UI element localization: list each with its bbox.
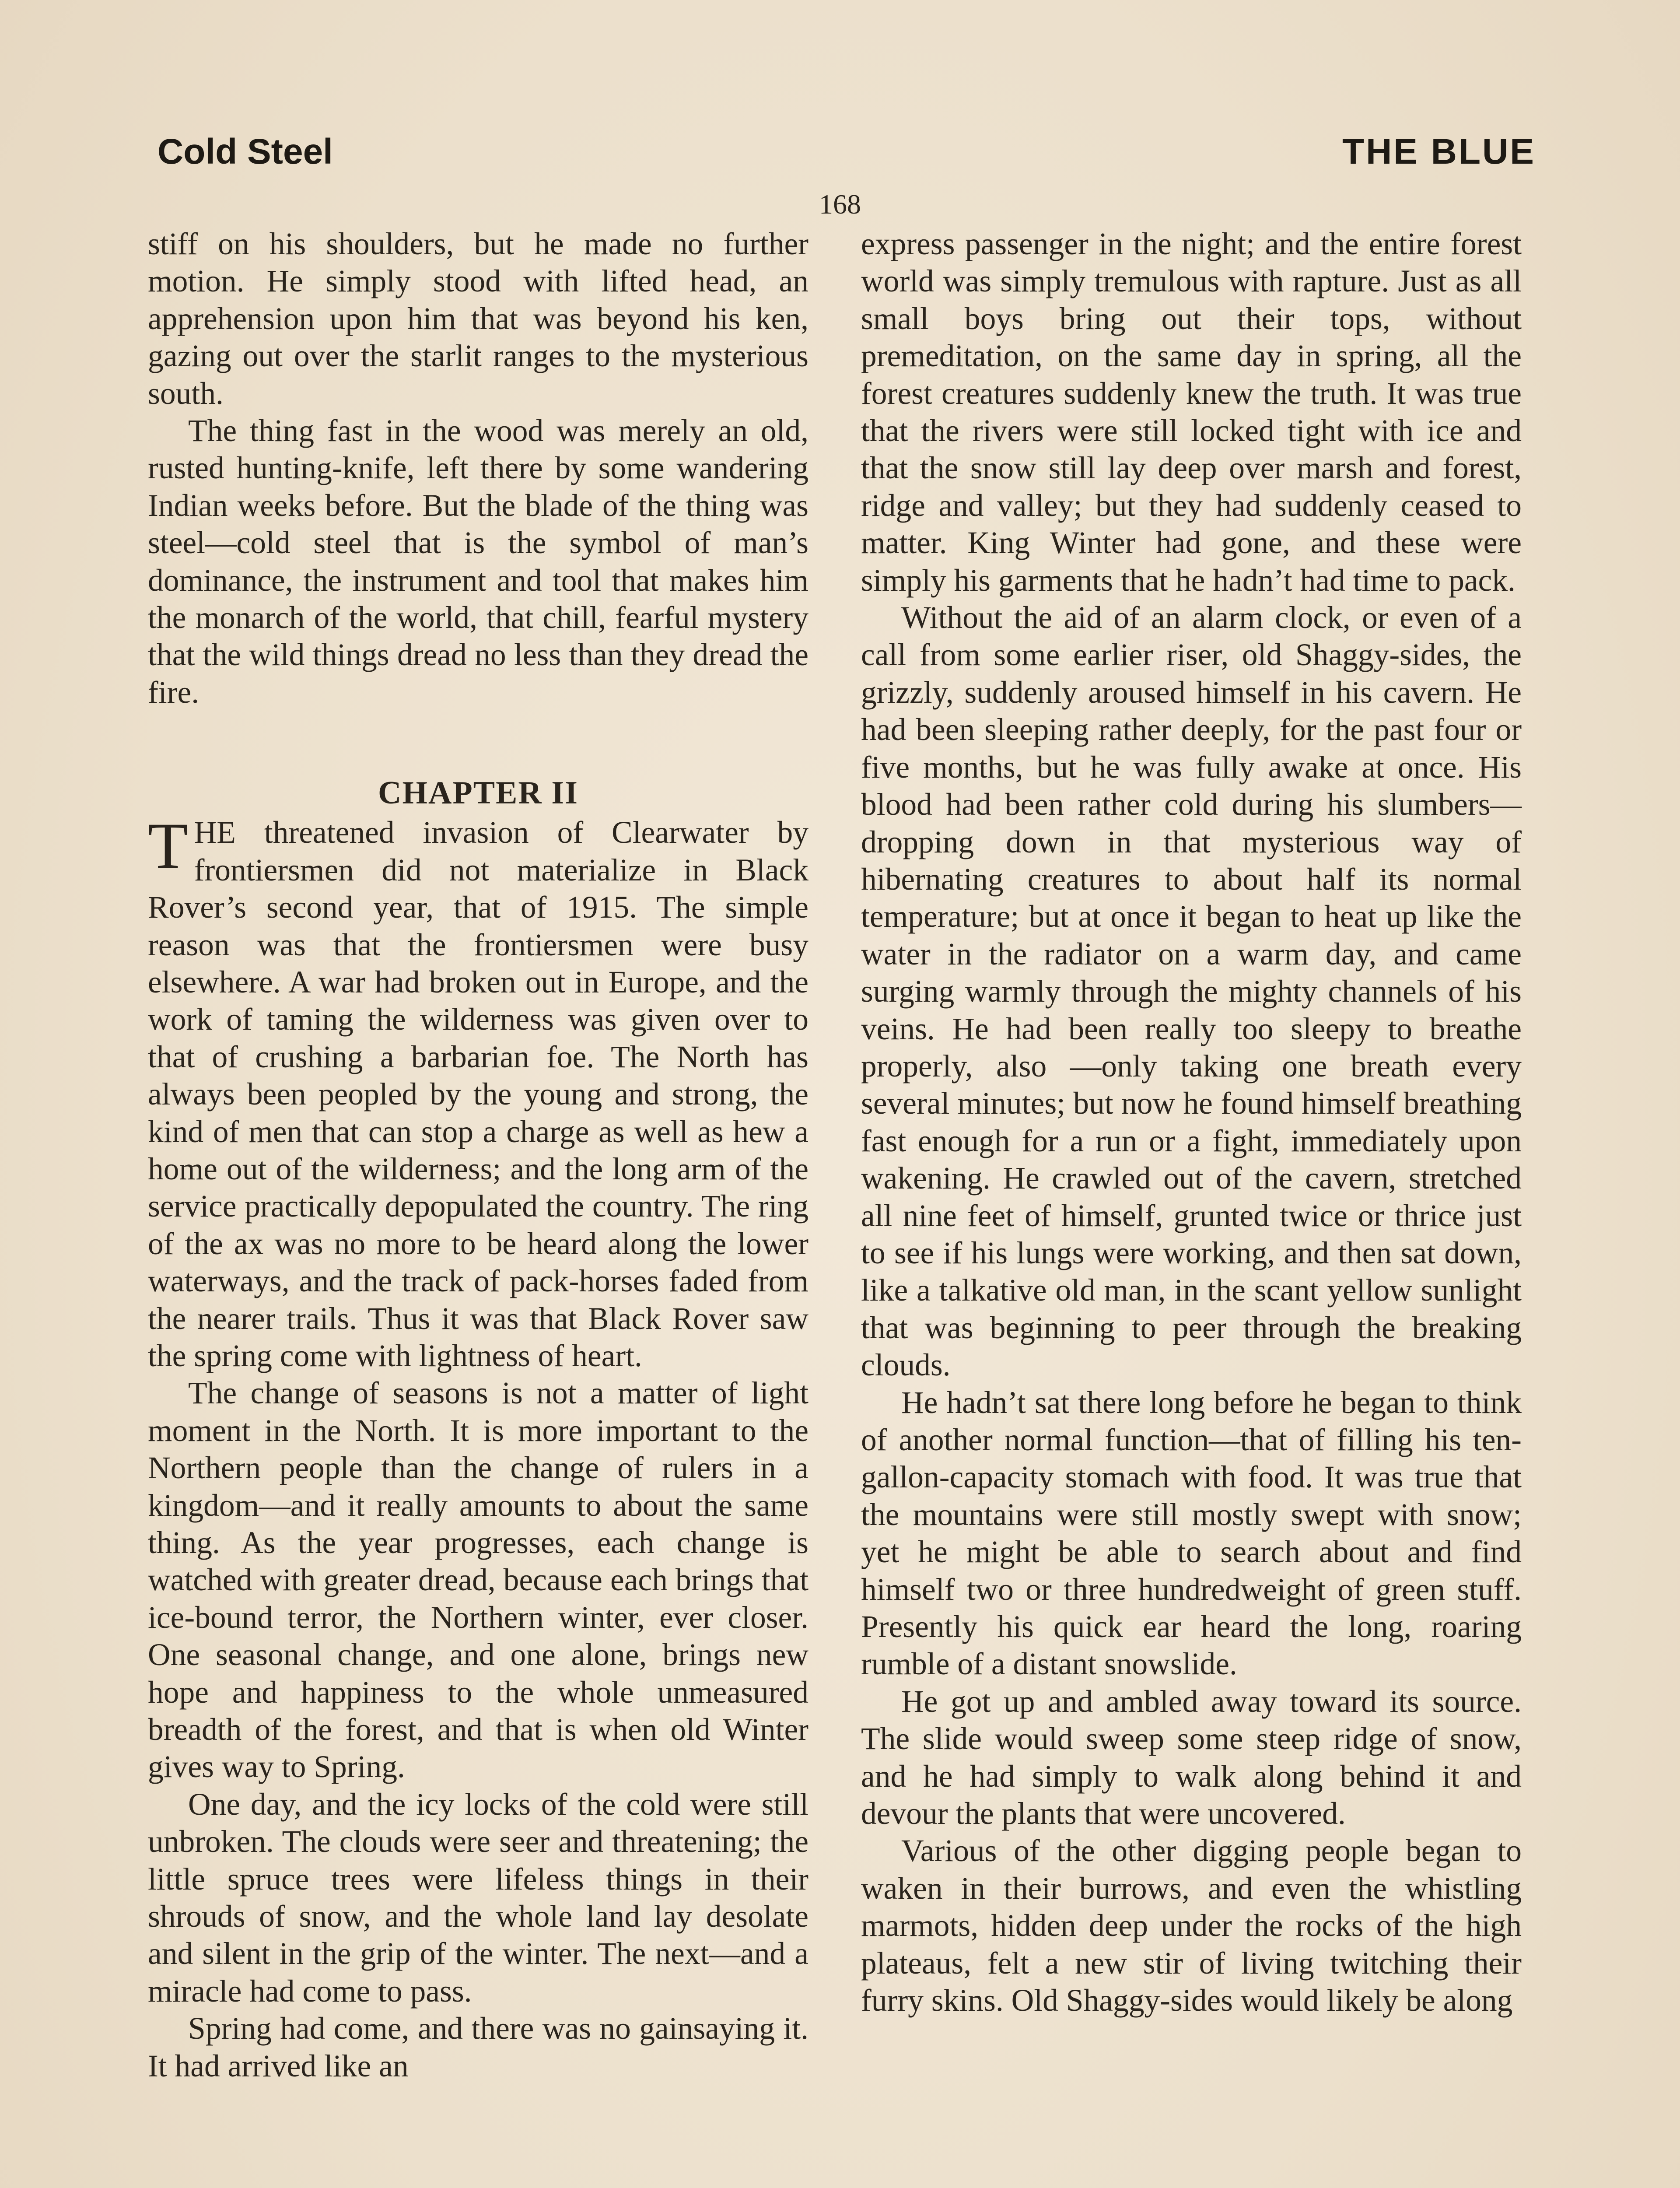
paragraph: The thing fast in the wood was merely an old, rusted hunting-knife, left there by some wandering Indian weeks before. But the blade of the thing was steel—cold steel that is the symbol of man’s dominance, the instrument and tool that makes him the monarch of the world, that chill, fearful mystery that the wild things dread no less than they dread the fire. [148,414,808,710]
paragraph: Without the aid of an alarm clock, or even of a call from some earlier riser, old Shaggy-sides, the grizzly, suddenly aroused himself in his cavern. He had been sleeping rather deeply, for the past four or five months, but he was fully awake at once. His blood had been rather cold during his slumbers—dropping down in that mysterious way of hibernating creatures to about half its normal temperature; but at once it began to heat up like the water in the radiator on a warm day, and came surging warmly through the mighty channels of his veins. He had been really too sleepy to breathe properly, also —only taking one breath every several minutes; but now he found himself breathing fast enough for a run or a fight, immediately upon wakening. He crawled out of the cavern, stretched all nine feet of himself, grunted twice or thrice just to see if his lungs were working, and then sat down, like a talkative old man, in the scant yellow sunlight that was beginning to peer through the breaking clouds. [861,600,1522,1383]
paragraph: He hadn’t sat there long before he began to think of another normal function—that of filling his ten-gallon-capacity stomach with food. It was true that the mountains were still mostly swept with snow; yet he might be able to search about and find himself two or three hundredweight of green stuff. Presently his quick ear heard the long, roaring rumble of a distant snowslide. [861,1385,1522,1682]
paragraph: stiff on his shoulders, but he made no further motion. He simply stood with lifted head, an apprehension upon him that was beyond his ken, gazing out over the starlit ranges to the mysterious south. [148,227,808,411]
story-title-header: Cold Steel [158,132,333,172]
drop-cap: T [148,810,188,883]
right-column [861,225,1522,2020]
paragraph: express passenger in the night; and the entire forest world was simply tremulous with rapture. Just as all small boys bring out their tops, without premeditation, on the same day in spring, all the forest creatures suddenly knew the truth. It was true that the rivers were still locked tight with ice and that the snow still lay deep over marsh and forest, ridge and valley; but they had suddenly ceased to matter. King Winter had gone, and these were simply his garments that he hadn’t had time to pack. [861,227,1522,598]
paragraph-text: HE threatened invasion of Clearwater by frontiersmen did not materialize in Black Rover’s second year, that of 1915. The simple reason was that the frontiersmen were busy elsewhere. A war had broken out in Europe, and the work of taming the wilderness was given over to that of crushing a barbarian foe. The North has always been peopled by the young and strong, the kind of men that can stop a charge as well as hew a home out of the wilderness; and the long arm of the service practically depopulated the country. The ring of the ax was no more to be heard along the lower waterways, and the track of pack-horses faded from the nearer trails. Thus it was that Black Rover saw the spring come with lightness of heart. [148,815,808,1373]
chapter-opening-paragraph [148,810,808,1375]
paragraph: One day, and the icy locks of the cold were still unbroken. The clouds were seer and threatening; the little spruce trees were lifeless things in their shrouds of snow, and the whole land lay desolate and silent in the grip of the winter. The next—and a miracle had come to pass. [148,1787,808,2009]
paragraph: Spring had come, and there was no gainsaying it. It had arrived like an [148,2011,808,2083]
magazine-title-header: THE BLUE [1342,132,1536,172]
page-number: 168 [819,189,861,220]
paragraph: Various of the other digging people began to waken in their burrows, and even the whistling marmots, hidden deep under the rocks of the high plateaus, felt a new stir of living twitching their furry skins. Old Shaggy-sides would likely be along [861,1834,1522,2018]
left-column [148,225,808,2085]
chapter-heading: CHAPTER II [378,775,578,811]
paragraph: He got up and ambled away toward its source. The slide would sweep some steep ridge of snow, and he had simply to walk along behind it and devour the plants that were uncovered. [861,1684,1522,1831]
paragraph: The change of seasons is not a matter of light moment in the North. It is more important to the Northern people than the change of rulers in a kingdom—and it really amounts to about the same thing. As the year progresses, each change is watched with greater dread, because each brings that ice-bound terror, the Northern winter, ever closer. One seasonal change, and one alone, brings new hope and happiness to the whole unmeasured breadth of the forest, and that is when old Winter gives way to Spring. [148,1376,808,1785]
